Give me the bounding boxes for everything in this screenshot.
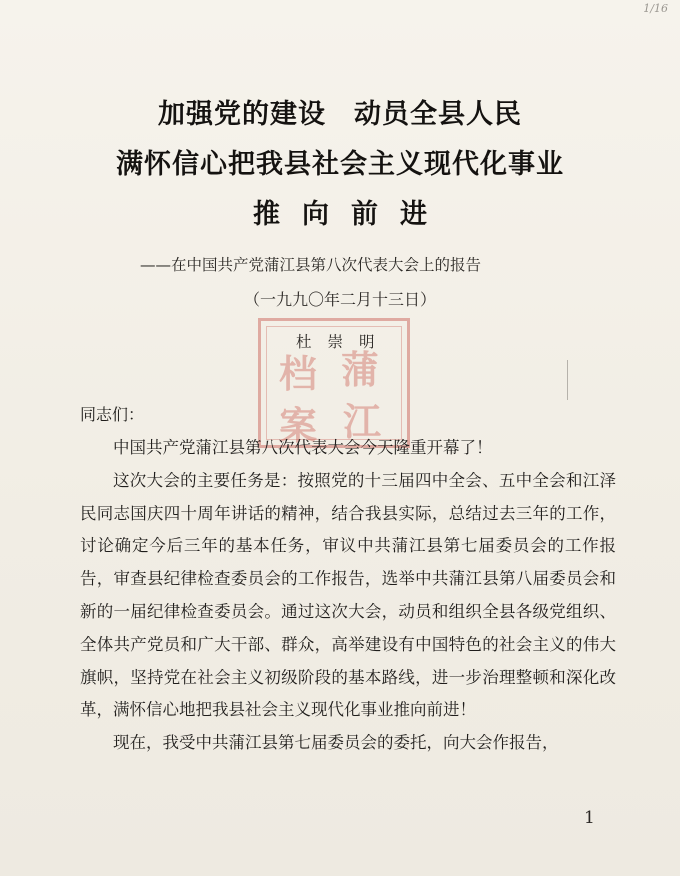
author-name: 杜崇明 — [296, 333, 391, 351]
report-date: （一九九〇年二月十三日） — [243, 290, 436, 309]
title-line-3: 推向前进 — [253, 199, 449, 230]
paragraph: 现在，我受中共蒲江县第七届委员会的委托，向大会作报告， — [113, 733, 559, 753]
seal-char: 江 — [343, 399, 382, 444]
seal-char: 档 — [279, 351, 318, 396]
title-line-1: 加强党的建设 动员全县人民 — [158, 99, 522, 130]
title-line-2: 满怀信心把我县社会主义现代化事业 — [116, 149, 564, 180]
seal-char: 蒲 — [341, 347, 380, 392]
seal-char: 案 — [279, 403, 318, 448]
subtitle: ——在中国共产党蒲江县第八次代表大会上的报告 — [140, 256, 482, 274]
greeting: 同志们： — [80, 405, 145, 424]
margin-pencil-mark — [567, 360, 568, 400]
paragraph: 中国共产党蒲江县第八次代表大会今天隆重开幕了！ — [113, 438, 493, 457]
report-body — [80, 432, 616, 760]
corner-handwritten-mark: 1/16 — [643, 2, 668, 15]
paragraph: 这次大会的主要任务是：按照党的十三届四中全会、五中全会和江泽民同志国庆四十周年讲话的精神，结合我县实际，总结过去三年的工作，讨论确定今后三年的基本任务，审议中共蒲江县第七届委员会的工作报告，审查县纪律检查委员会的工作报告，选举中共蒲江县第八届委员会和新的一届纪律检查委员会。通过这次大会，动员和组织全县各级党组织、全体共产党员和广大干部、群众，高举建设有中国特色的社会主义的伟大旗帜，坚持党在社会主义初级阶段的基本路线，进一步治理整顿和深化改革，满怀信心地把我县社会主义现代化事业推向前进！ — [80, 470, 616, 720]
page-number: 1 — [584, 808, 595, 828]
